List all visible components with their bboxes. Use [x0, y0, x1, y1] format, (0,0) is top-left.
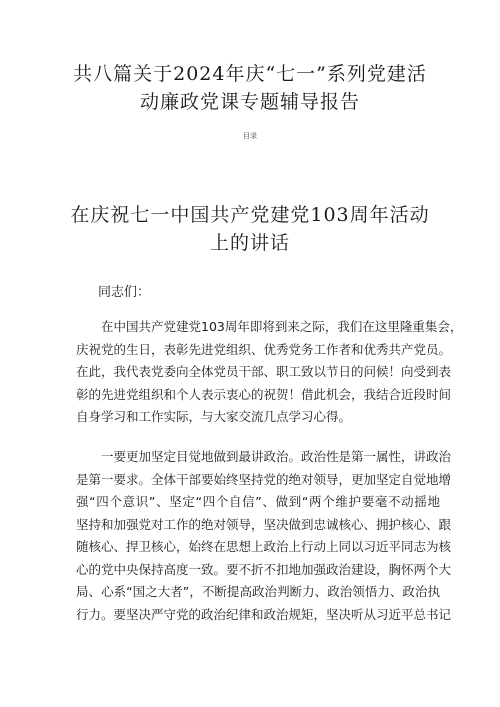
- paragraph-line: 心的党中央保持高度一致。要不折不扣地加强政治建设，胸怀两个大: [76, 561, 452, 577]
- toc-label: 目录: [243, 132, 257, 140]
- paragraph-line: 强“四个意识”、坚定“四个自信”、做到“两个维护要毫不动摇地: [76, 494, 440, 509]
- speech-title-line-2: 上的讲话: [209, 232, 290, 254]
- paragraph-line: 行力。要坚决严守党的政治纪律和政治规矩，坚决听从习近平总书记: [76, 606, 452, 622]
- paragraph-line: 在中国共产党建党103周年即将到来之际，我们在这里隆重集会，: [101, 319, 463, 334]
- paragraph-line: 一要更加坚定目觉地做到最讲政治。政治性是第一属性，讲政治: [101, 449, 452, 464]
- document-title-line-1: 共八篇关于2024年庆“七一”系列党建活: [73, 63, 427, 85]
- paragraph-line: 局、心系“国之大者”，不断提高政治判断力、政治领悟力、政治执: [76, 584, 440, 599]
- speech-title-line-1: 在庆祝七一中国共产党建党103周年活动: [70, 204, 430, 226]
- paragraph-1: [76, 316, 463, 429]
- paragraph-line: 随核心、捍卫核心，始终在思想上政治上行动上同以习近平同志为核: [76, 539, 452, 554]
- paragraph-line: 彰的先进党组织和个人表示衷心的祝贺！借此机会，我结合近段时间: [76, 386, 452, 402]
- speech-title: [60, 201, 440, 257]
- document-title: [60, 60, 440, 116]
- paragraph-line: 是第一要求。全体干部要始终坚持党的绝对领导，更加坚定自觉地增: [76, 471, 452, 487]
- paragraph-line: 自身学习和工作实际，与大家交流几点学习心得。: [76, 409, 352, 424]
- paragraph-line: 庆祝党的生日，表彰先进党组织、优秀党务工作者和优秀共产党员。: [76, 341, 452, 357]
- paragraph-line: 在此，我代表党委向全体党员干部、职工致以节日的问候！向受到表: [76, 364, 452, 379]
- paragraph-line: 坚持和加强党对工作的绝对领导，坚决做到忠诚核心、拥护核心、跟: [76, 516, 452, 532]
- paragraph-2: [76, 446, 452, 626]
- greeting: 同志们：: [98, 285, 151, 300]
- document-title-line-2: 动廉政党课专题辅导报告: [139, 91, 360, 113]
